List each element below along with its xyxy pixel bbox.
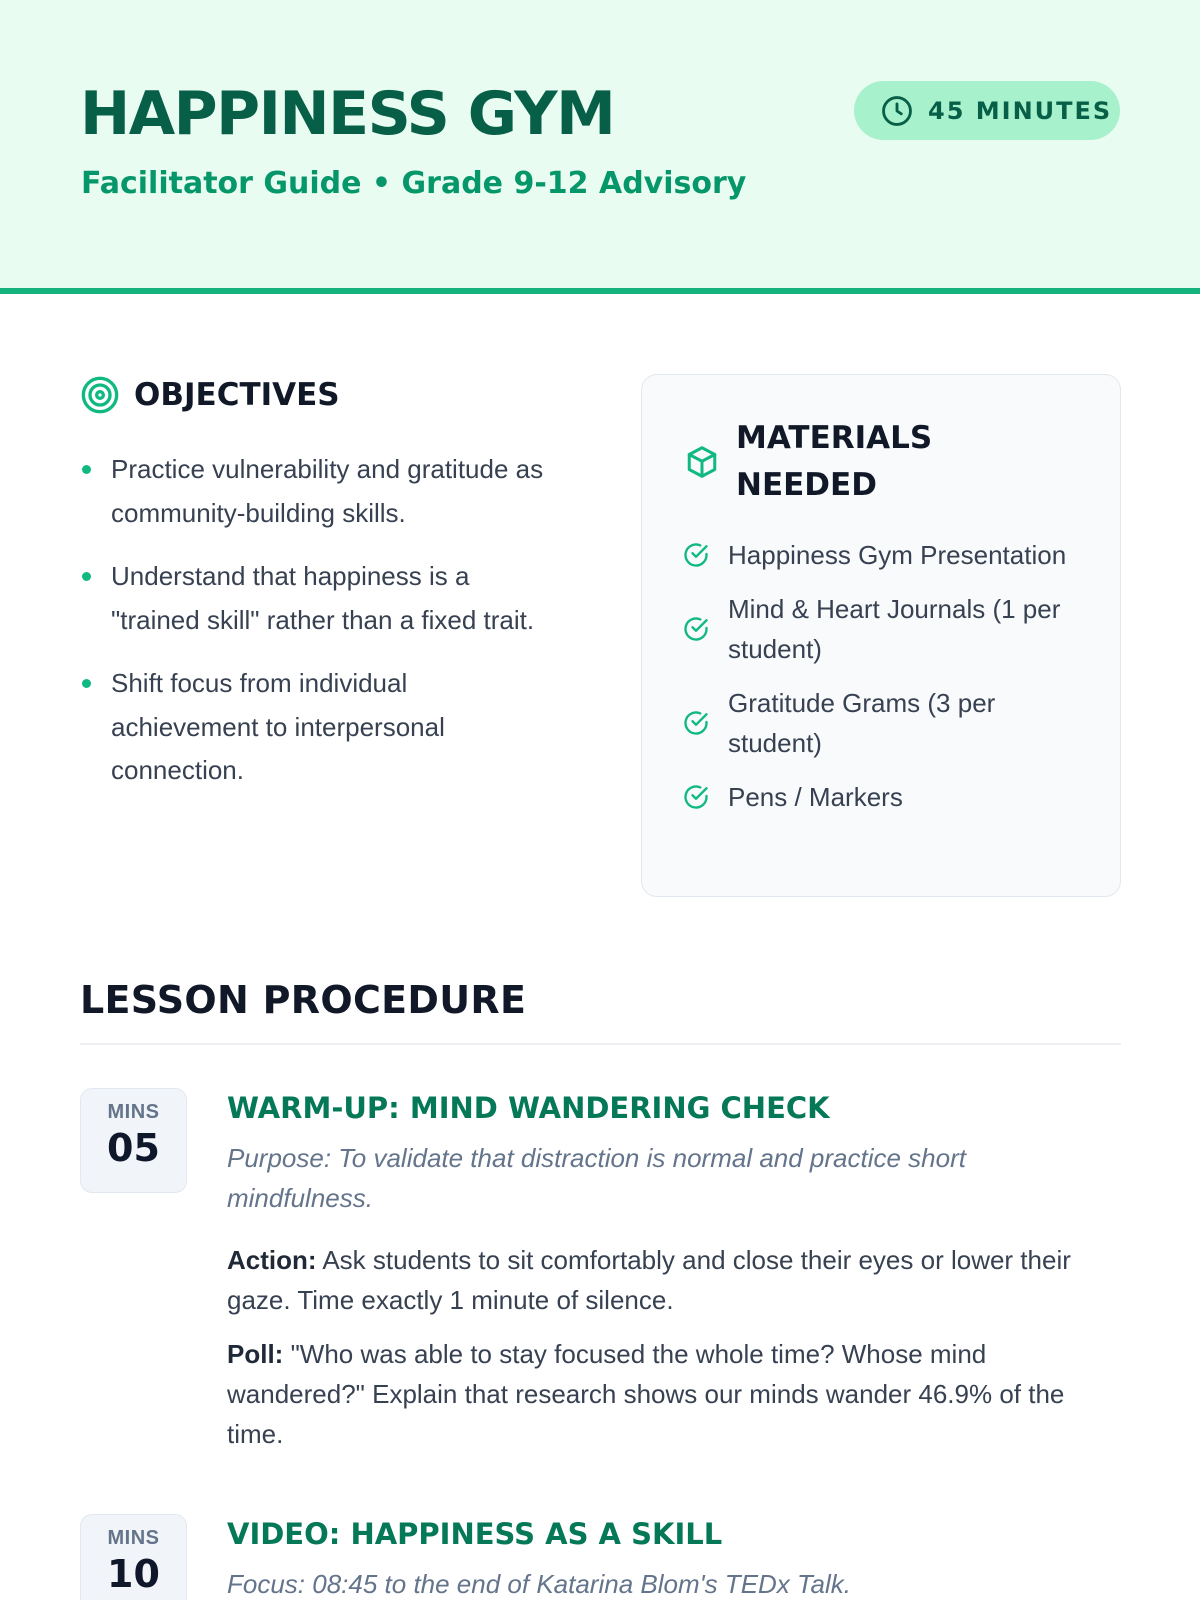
objective-item: Shift focus from individual achievement to interpersonal connection. [80,662,560,793]
material-label: Happiness Gym Presentation [728,540,1067,570]
check-circle-icon [682,615,710,643]
poll-label: Poll: [227,1339,284,1369]
objective-item: Understand that happiness is a "trained skill" rather than a fixed trait. [80,555,560,642]
duration-label: 45 MINUTES [928,96,1113,125]
minutes-value: 10 [107,1552,160,1596]
action-text: Ask students to sit comfortably and close their eyes or lower their gaze. Time exactly 1 minute of silence. [227,1245,1071,1315]
minutes-label: MINS [107,1101,160,1123]
check-circle-icon [682,783,710,811]
material-item [682,683,1082,763]
box-icon [684,444,720,480]
check-circle-icon [682,541,710,569]
procedure-heading: LESSON PROCEDURE [80,978,527,1022]
objectives-heading [80,375,340,415]
poll-text: "Who was able to stay focused the whole time? Whose mind wandered?" Explain that research shows our minds wander 46.9% of the time. [227,1339,1065,1449]
minutes-value: 05 [107,1126,160,1170]
step-action [227,1240,1107,1320]
material-label: Gratitude Grams (3 per student) [728,688,996,758]
action-label: Action: [227,1245,317,1275]
material-item [682,777,1082,817]
material-item [682,589,1082,669]
objectives-list [80,448,560,813]
step-purpose: Focus: 08:45 to the end of Katarina Blom's TEDx Talk. [227,1569,851,1599]
step-purpose: Purpose: To validate that distraction is normal and practice short mindfulness. [227,1143,966,1213]
step-body [227,1088,1107,1454]
step-title: WARM-UP: MIND WANDERING CHECK [227,1091,830,1125]
duration-badge [854,81,1120,140]
minutes-box [80,1514,187,1600]
materials-list [682,535,1082,831]
page-header [0,0,1200,294]
check-circle-icon [682,709,710,737]
clock-icon [880,94,914,128]
step-body [227,1514,1107,1600]
step-title: VIDEO: HAPPINESS AS A SKILL [227,1517,723,1551]
section-divider [80,1043,1121,1045]
materials-heading-label: MATERIALS NEEDED [736,420,933,503]
minutes-label: MINS [107,1527,160,1549]
target-icon [80,375,120,415]
minutes-box [80,1088,187,1193]
page-title: HAPPINESS GYM [80,79,615,149]
material-label: Pens / Markers [728,782,903,812]
materials-heading [684,415,976,509]
material-label: Mind & Heart Journals (1 per student) [728,594,1061,664]
page-subtitle: Facilitator Guide • Grade 9-12 Advisory [81,166,747,201]
objective-item: Practice vulnerability and gratitude as community-building skills. [80,448,560,535]
materials-card [641,374,1121,897]
step-poll [227,1334,1107,1454]
material-item [682,535,1082,575]
objectives-heading-label: OBJECTIVES [134,377,340,413]
